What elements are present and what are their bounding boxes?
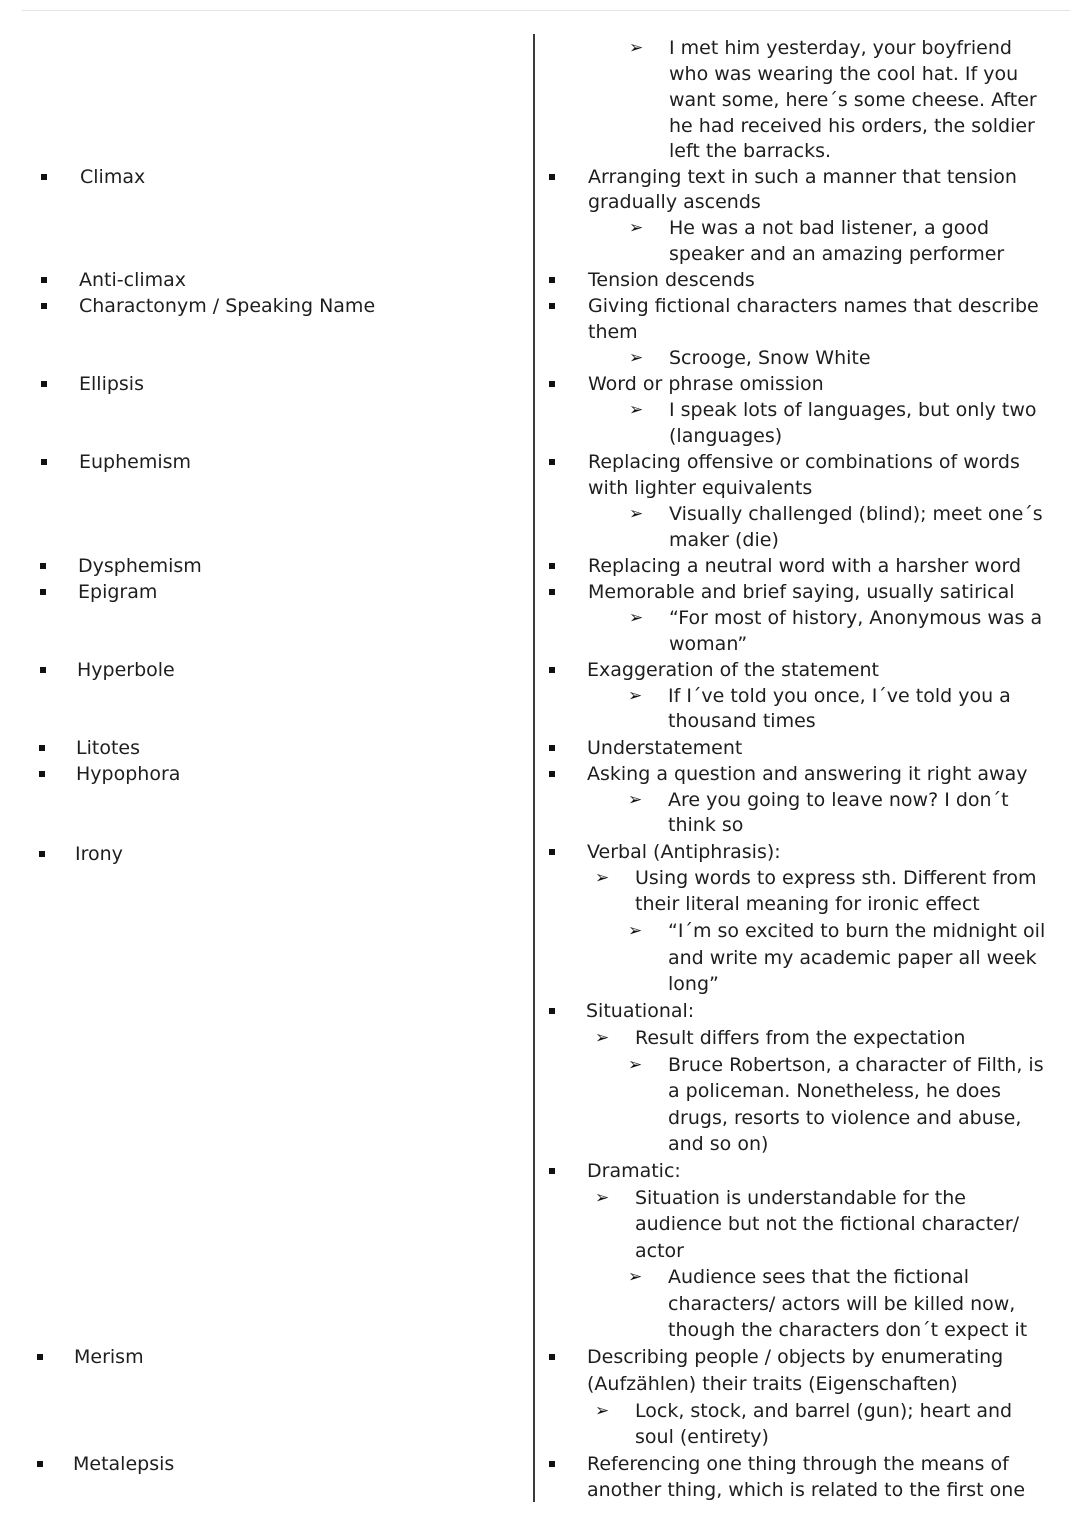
definition-bullet xyxy=(549,1168,555,1174)
continuation-line: maker (die) xyxy=(669,529,779,551)
example-line: “For most of history, Anonymous was a xyxy=(669,607,1043,629)
example-line: Bruce Robertson, a character of Filth, is xyxy=(668,1054,1044,1076)
definition-line: Word or phrase omission xyxy=(588,373,824,395)
definition-bullet xyxy=(549,459,555,465)
arrow-bullet-icon: ➢ xyxy=(629,38,644,58)
term-hyperbole: Hyperbole xyxy=(77,659,175,681)
term-epigram: Epigram xyxy=(78,581,158,603)
definition-line: Describing people / objects by enumerating xyxy=(587,1346,1004,1368)
arrow-bullet-icon: ➢ xyxy=(628,686,643,706)
continuation-line: and write my academic paper all week xyxy=(668,947,1037,969)
continuation-line: long” xyxy=(668,973,719,995)
term-bullet xyxy=(39,851,45,857)
definition-line: Understatement xyxy=(587,737,743,759)
example-line: Lock, stock, and barrel (gun); heart and xyxy=(635,1400,1013,1422)
term-bullet xyxy=(41,277,47,283)
definition-line: Situational: xyxy=(586,1000,695,1022)
term-irony: Irony xyxy=(75,843,123,865)
definition-bullet xyxy=(549,303,555,309)
continuation-line: he had received his orders, the soldier xyxy=(669,115,1035,137)
definition-bullet xyxy=(549,667,555,673)
definition-line: Memorable and brief saying, usually satirical xyxy=(588,581,1015,603)
example-line: He was a not bad listener, a good xyxy=(669,217,990,239)
term-bullet xyxy=(39,771,45,777)
term-bullet xyxy=(41,174,47,180)
continuation-line: who was wearing the cool hat. If you xyxy=(669,63,1019,85)
continuation-line: speaker and an amazing performer xyxy=(669,243,1005,265)
arrow-bullet-icon: ➢ xyxy=(595,1028,610,1048)
definition-line: Giving fictional characters names that describe xyxy=(588,295,1039,317)
continuation-line: woman” xyxy=(669,633,748,655)
arrow-bullet-icon: ➢ xyxy=(628,1055,643,1075)
definition-bullet xyxy=(549,563,555,569)
arrow-bullet-icon: ➢ xyxy=(629,608,644,628)
definition-bullet xyxy=(549,381,555,387)
arrow-bullet-icon: ➢ xyxy=(595,1401,610,1421)
definition-line: Replacing offensive or combinations of words xyxy=(588,451,1020,473)
arrow-bullet-icon: ➢ xyxy=(629,348,644,368)
definition-line: Exaggeration of the statement xyxy=(587,659,879,681)
top-rule xyxy=(22,10,1070,11)
definition-bullet xyxy=(549,771,555,777)
term-bullet xyxy=(37,1461,43,1467)
arrow-bullet-icon: ➢ xyxy=(595,868,610,888)
example-line: I met him yesterday, your boyfriend xyxy=(669,37,1012,59)
term-dysphemism: Dysphemism xyxy=(78,555,202,577)
continuation-line: them xyxy=(588,321,638,343)
definition-bullet xyxy=(549,277,555,283)
definition-bullet xyxy=(549,745,555,751)
definition-line: Referencing one thing through the means of xyxy=(587,1453,1009,1475)
term-bullet xyxy=(41,459,47,465)
term-bullet xyxy=(39,745,45,751)
example-line: Are you going to leave now? I don´t xyxy=(668,789,1009,811)
continuation-line: think so xyxy=(668,814,744,836)
continuation-line: their literal meaning for ironic effect xyxy=(635,893,980,915)
continuation-line: thousand times xyxy=(668,710,816,732)
continuation-line: (languages) xyxy=(669,425,783,447)
definition-bullet xyxy=(549,1008,555,1014)
continuation-line: left the barracks. xyxy=(669,140,832,162)
example-line: Audience sees that the fictional xyxy=(668,1266,970,1288)
arrow-bullet-icon: ➢ xyxy=(628,921,643,941)
continuation-line: with lighter equivalents xyxy=(588,477,813,499)
arrow-bullet-icon: ➢ xyxy=(629,400,644,420)
definition-bullet xyxy=(549,1354,555,1360)
term-bullet xyxy=(37,1354,43,1360)
continuation-line: drugs, resorts to violence and abuse, xyxy=(668,1107,1022,1129)
term-climax: Climax xyxy=(80,166,146,188)
term-ellipsis: Ellipsis xyxy=(79,373,144,395)
continuation-line: characters/ actors will be killed now, xyxy=(668,1293,1016,1315)
term-bullet xyxy=(40,563,46,569)
definition-bullet xyxy=(549,1461,555,1467)
definition-bullet xyxy=(549,849,555,855)
example-line: “I´m so excited to burn the midnight oil xyxy=(668,920,1046,942)
arrow-bullet-icon: ➢ xyxy=(629,504,644,524)
continuation-line: gradually ascends xyxy=(588,191,761,213)
term-bullet xyxy=(41,381,47,387)
definition-line: Dramatic: xyxy=(587,1160,681,1182)
term-euphemism: Euphemism xyxy=(79,451,192,473)
definition-line: Tension descends xyxy=(588,269,755,291)
continuation-line: and so on) xyxy=(668,1133,769,1155)
example-line: Result differs from the expectation xyxy=(635,1027,966,1049)
continuation-line: soul (entirety) xyxy=(635,1426,769,1448)
column-divider xyxy=(533,34,535,1502)
definition-bullet xyxy=(549,174,555,180)
term-anti-climax: Anti-climax xyxy=(79,269,187,291)
definition-line: Asking a question and answering it right away xyxy=(587,763,1028,785)
arrow-bullet-icon: ➢ xyxy=(629,218,644,238)
example-line: Scrooge, Snow White xyxy=(669,347,871,369)
example-line: Visually challenged (blind); meet one´s xyxy=(669,503,1043,525)
continuation-line: though the characters don´t expect it xyxy=(668,1319,1028,1341)
example-line: I speak lots of languages, but only two xyxy=(669,399,1037,421)
term-charactonym: Charactonym / Speaking Name xyxy=(79,295,376,317)
continuation-line: a policeman. Nonetheless, he does xyxy=(668,1080,1001,1102)
continuation-line: audience but not the fictional character/ xyxy=(635,1213,1020,1235)
term-bullet xyxy=(40,589,46,595)
continuation-line: (Aufzählen) their traits (Eigenschaften) xyxy=(587,1373,958,1395)
arrow-bullet-icon: ➢ xyxy=(628,1267,643,1287)
definition-line: Verbal (Antiphrasis): xyxy=(587,841,781,863)
example-line: If I´ve told you once, I´ve told you a xyxy=(668,685,1011,707)
term-merism: Merism xyxy=(74,1346,144,1368)
term-metalepsis: Metalepsis xyxy=(73,1453,175,1475)
example-line: Situation is understandable for the xyxy=(635,1187,966,1209)
continuation-line: actor xyxy=(635,1240,684,1262)
definition-line: Replacing a neutral word with a harsher word xyxy=(588,555,1022,577)
term-bullet xyxy=(41,303,47,309)
term-litotes: Litotes xyxy=(76,737,140,759)
term-hypophora: Hypophora xyxy=(76,763,181,785)
arrow-bullet-icon: ➢ xyxy=(595,1188,610,1208)
term-bullet xyxy=(40,667,46,673)
continuation-line: another thing, which is related to the first one xyxy=(587,1479,1026,1501)
continuation-line: want some, here´s some cheese. After xyxy=(669,89,1037,111)
example-line: Using words to express sth. Different from xyxy=(635,867,1037,889)
definition-bullet xyxy=(549,589,555,595)
arrow-bullet-icon: ➢ xyxy=(628,790,643,810)
definition-line: Arranging text in such a manner that tension xyxy=(588,166,1017,188)
